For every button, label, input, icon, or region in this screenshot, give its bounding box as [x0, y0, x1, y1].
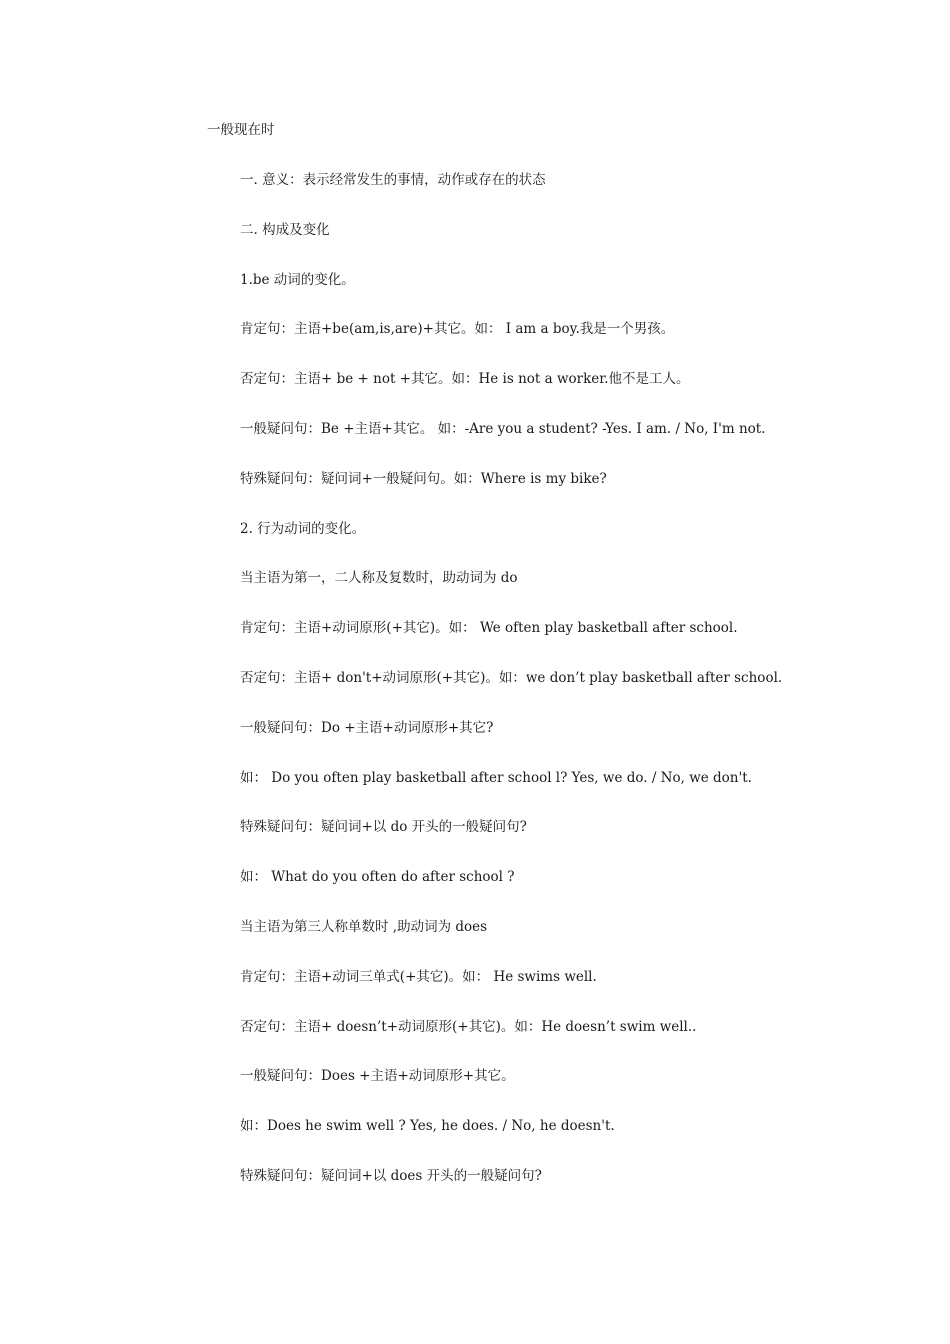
text-line: 否定句：主语+ be + not +其它。如：He is not a worker.他不是工人。: [240, 371, 690, 388]
text-line: 特殊疑问句：疑问词+一般疑问句。如：Where is my bike?: [240, 470, 607, 487]
document-title: 一般现在时: [207, 122, 275, 138]
text-line: 特殊疑问句：疑问词+以 do 开头的一般疑问句?: [240, 819, 527, 836]
text-line: 肯定句：主语+动词原形(+其它)。如： We often play basketball after school.: [240, 620, 738, 637]
text-line: 一般疑问句：Do +主语+动词原形+其它?: [240, 719, 494, 736]
text-line: 肯定句：主语+动词三单式(+其它)。如： He swims well.: [240, 968, 597, 985]
document-body: [240, 171, 920, 1217]
text-line: 一. 意义：表示经常发生的事情，动作或存在的状态: [240, 172, 546, 188]
text-line: 特殊疑问句：疑问词+以 does 开头的一般疑问句?: [240, 1167, 542, 1184]
text-line: 一般疑问句：Does +主语+动词原形+其它。: [240, 1068, 515, 1085]
text-line: 如： Do you often play basketball after school l? Yes, we do. / No, we don't.: [240, 769, 752, 786]
text-line: 1.be 动词的变化。: [240, 271, 355, 288]
text-line: 当主语为第一，二人称及复数时，助动词为 do: [240, 570, 518, 587]
text-line: 肯定句：主语+be(am,is,are)+其它。如： I am a boy.我是一个男孩。: [240, 321, 675, 338]
text-line: 如：Does he swim well ? Yes, he does. / No, he doesn't.: [240, 1118, 615, 1135]
text-line: 否定句：主语+ don't+动词原形(+其它)。如：we don’t play basketball after school.: [240, 669, 783, 686]
text-line: 二. 构成及变化: [240, 221, 330, 238]
text-line: 2. 行为动词的变化。: [240, 520, 366, 537]
text-line: 如： What do you often do after school ?: [240, 869, 515, 886]
text-line: 否定句：主语+ doesn’t+动词原形(+其它)。如：He doesn’t swim well..: [240, 1018, 697, 1035]
text-line: 一般疑问句：Be +主语+其它。 如：-Are you a student? -Yes. I am. / No, I'm not.: [240, 420, 766, 437]
text-line: 当主语为第三人称单数时 ,助动词为 does: [240, 918, 488, 935]
